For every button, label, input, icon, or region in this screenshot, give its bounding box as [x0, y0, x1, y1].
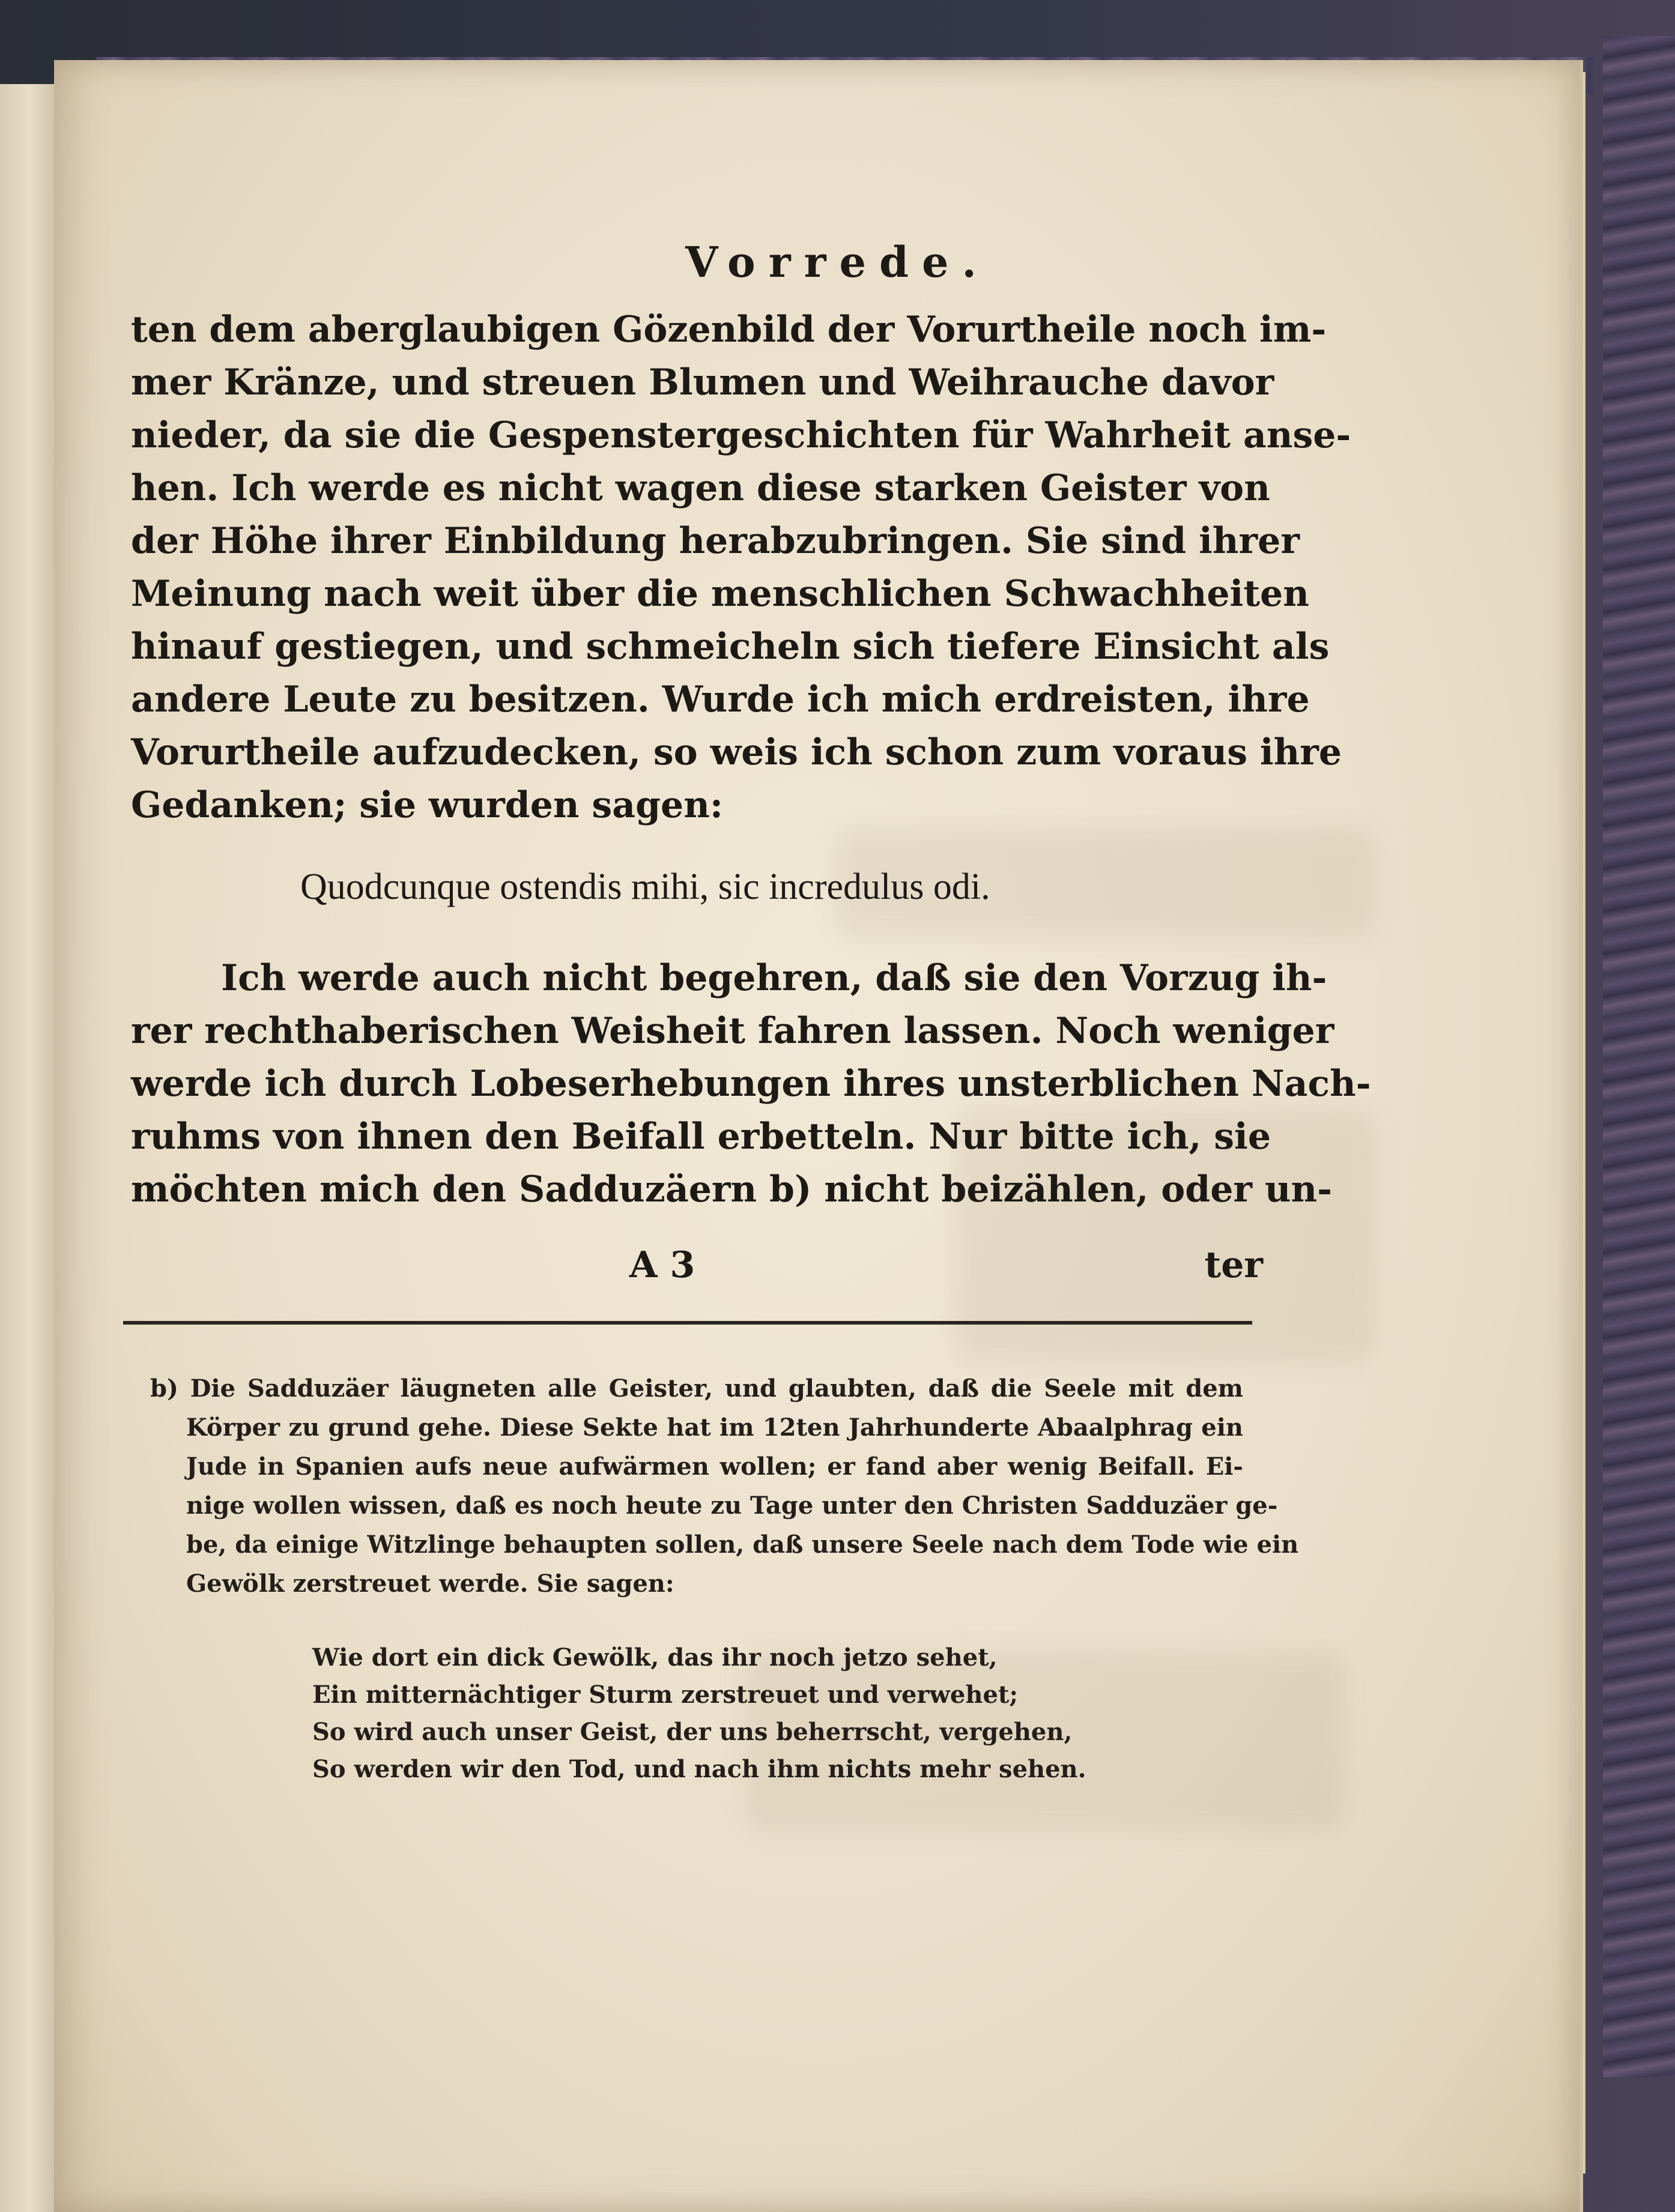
- verse-line: Wie dort ein dick Gewölk, das ihr noch jetzo sehet,: [312, 1643, 998, 1672]
- latin-quote: Quodcunque ostendis mihi, sic incredulus odi.: [300, 866, 990, 907]
- footnote-line: Gewölk zerstreuet werde. Sie sagen:: [186, 1570, 674, 1598]
- footnote-block: [150, 1369, 1299, 1603]
- cover-marbled-edge: [1603, 36, 1675, 2078]
- signature-mark: A 3: [629, 1244, 695, 1286]
- left-page-edge: [0, 84, 60, 2212]
- page-header: Vorrede.: [685, 237, 990, 287]
- text-line: möchten mich den Sadduzäern b) nicht beizählen, oder un-: [131, 1168, 1333, 1210]
- catchword: ter: [1204, 1244, 1263, 1286]
- text-line: andere Leute zu besitzen. Wurde ich mich erdreisten, ihre: [131, 678, 1310, 721]
- text-line: Gedanken; sie wurden sagen:: [131, 784, 723, 826]
- main-text-block: [131, 303, 1351, 832]
- text-line: ten dem aberglaubigen Gözenbild der Vorurtheile noch im-: [131, 309, 1327, 351]
- footnote-line: Körper zu grund gehe. Diese Sekte hat im 12ten Jahrhunderte Abaalphrag ein: [186, 1413, 1243, 1442]
- main-text-block-2: [131, 952, 1371, 1216]
- footnote-line: be, da einige Witzlinge behaupten sollen, daß unsere Seele nach dem Tode wie ein: [186, 1531, 1299, 1559]
- text-line: der Höhe ihrer Einbildung herabzubringen. Sie sind ihrer: [131, 520, 1300, 562]
- text-line: mer Kränze, und streuen Blumen und Weihrauche davor: [131, 361, 1274, 403]
- footnote-line: Jude in Spanien aufs neue aufwärmen wollen; er fand aber wenig Beifall. Ei-: [186, 1452, 1243, 1481]
- text-line: ruhms von ihnen den Beifall erbetteln. Nur bitte ich, sie: [131, 1116, 1271, 1158]
- verse-line: So werden wir den Tod, und nach ihm nichts mehr sehen.: [312, 1755, 1086, 1783]
- footnote-line: b) Die Sadduzäer läugneten alle Geister, und glaubten, daß die Seele mit dem: [150, 1374, 1243, 1403]
- text-line: Vorurtheile aufzudecken, so weis ich schon zum voraus ihre: [131, 731, 1342, 773]
- footnote-line: nige wollen wissen, daß es noch heute zu Tage unter den Christen Sadduzäer ge-: [186, 1491, 1278, 1520]
- text-line: Meinung nach weit über die menschlichen Schwachheiten: [131, 573, 1309, 615]
- text-line: werde ich durch Lobeserhebungen ihres unsterblichen Nach-: [131, 1063, 1371, 1105]
- verse-line: Ein mitternächtiger Sturm zerstreuet und verwehet;: [312, 1681, 1019, 1709]
- text-line: hinauf gestiegen, und schmeicheln sich tiefere Einsicht als: [131, 626, 1330, 668]
- text-line: Ich werde auch nicht begehren, daß sie den Vorzug ih-: [221, 957, 1327, 999]
- text-line: rer rechthaberischen Weisheit fahren lassen. Noch weniger: [131, 1010, 1334, 1052]
- footnote-rule: [123, 1321, 1252, 1325]
- verse-line: So wird auch unser Geist, der uns beherrscht, vergehen,: [312, 1718, 1073, 1746]
- text-line: hen. Ich werde es nicht wagen diese starken Geister von: [131, 467, 1270, 509]
- text-line: nieder, da sie die Gespenstergeschichten für Wahrheit anse-: [131, 414, 1351, 456]
- footnote-verse: [312, 1639, 1086, 1788]
- signature-line: [131, 1239, 1263, 1292]
